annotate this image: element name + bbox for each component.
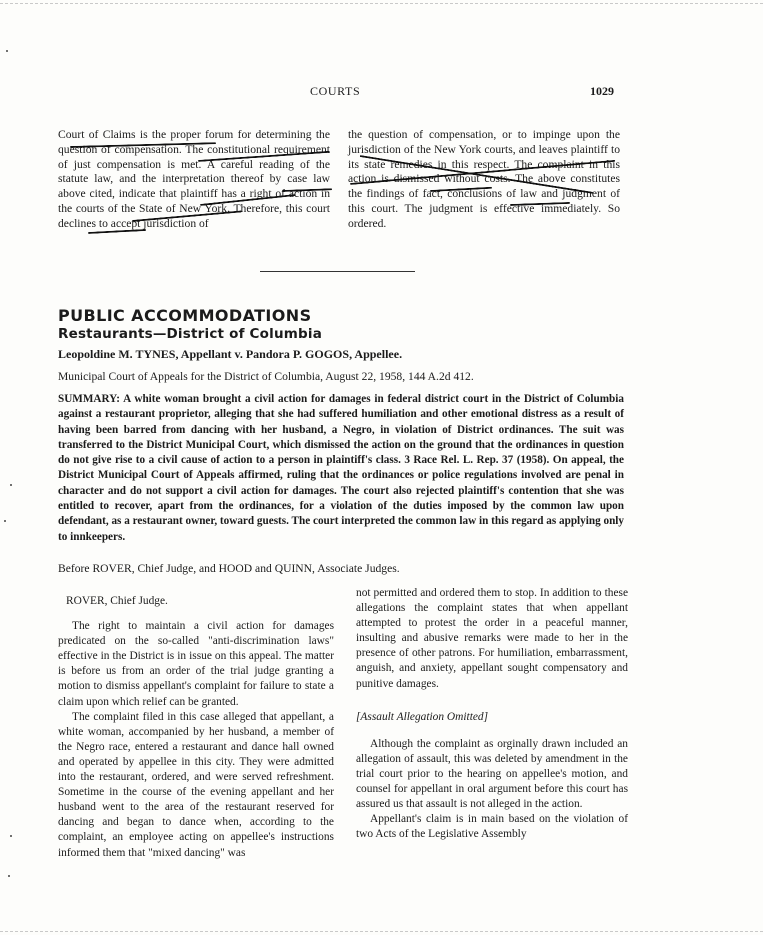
opinion-left-column — [58, 594, 334, 861]
section-title: PUBLIC ACCOMMODATIONS — [58, 306, 312, 325]
scan-speck — [10, 484, 12, 486]
section-subtitle: Restaurants—District of Columbia — [58, 326, 323, 342]
scan-speck — [6, 50, 8, 52]
bench-line: Before ROVER, Chief Judge, and HOOD and QUINN, Associate Judges. — [58, 562, 400, 575]
page-number: 1029 — [590, 84, 614, 98]
prior-opinion-left-text: Court of Claims is the proper forum for determining the question of compensation. The constitutional requirement of just compensation is met. A careful reading of the statute law, and the interpretation thereof by case law above cited, indicate that plaintiff has a right of action in the courts of the State of New York. Therefore, this court declines to accept jurisdiction of — [58, 128, 330, 230]
scan-speck — [4, 520, 6, 522]
omitted-note: [Assault Allegation Omitted] — [356, 710, 489, 723]
scan-speck — [10, 835, 12, 837]
section-divider — [260, 271, 415, 272]
opinion-paragraph: The right to maintain a civil action for damages predicated on the so-called "anti-discrimination laws" effective in the District is in issue on this appeal. The matter is before us from an order of the trial judge granting a motion to dismiss appellant's complaint for failure to state a claim upon which relief can be granted. — [58, 620, 334, 708]
case-summary: SUMMARY: A white woman brought a civil action for damages in federal district court in the District of Columbia against a restaurant proprietor, alleging that she had suffered humiliation and other emotional distress as a result of having been barred from dancing with her husband, a Negro, in violation of District ordinances. The suit was transferred to the District Municipal Court, which dismissed the action on the ground that the ordinances in question do not give rise to a civil cause of action to a person in plaintiff's class. 3 Race Rel. L. Rep. 37 (1958). On appeal, the District Municipal Court of Appeals affirmed, ruling that the ordinances or police regulations involved are penal in character and do not support a civil action for damages. The court also rejected plaintiff's contention that she was entitled to recover, apart from the ordinances, for a violation of the duties imposed by the common law upon defendant, as a restaurant owner, toward guests. The court interpreted the common law in this regard as applying only to innkeepers. — [58, 393, 624, 543]
opinion-paragraph: Although the complaint as orginally drawn included an allegation of assault, this was deleted by amendment in the trial court prior to the hearing on appellee's motion, and counsel for appellant in oral argument before this court has assured us that assault is not alleged in the action. — [356, 737, 628, 811]
opinion-continuation: not permitted and ordered them to stop. In addition to these allegations the complaint states that when appellant attempted to protest the order in a peaceful manner, insulting and abusive remarks were made to her in the presence of other patrons. For humiliation, embarrassment, anguish, and anxiety, appellant sought compensatory and punitive damages. — [356, 587, 628, 690]
opinion-right-column — [356, 586, 628, 842]
running-head — [0, 84, 763, 100]
page-top-edge — [0, 3, 763, 4]
prior-opinion-right-text: the question of compensation, or to impinge upon the jurisdiction of the New York courts, and leaves plaintiff to its state remedies in this respect. The complaint in this action is dismissed without costs. The above constitutes the findings of fact, conclusions of law and judgment of this court. The judgment is effective immediately. So ordered. — [348, 128, 620, 230]
opinion-paragraph: The complaint filed in this case alleged that appellant, a white woman, accompanied by her husband, a member of the Negro race, entered a restaurant and dance hall owned and operated by appellee in this city. They were admitted into the restaurant, ordered, and were served refreshment. Sometime in the course of the evening appellant and her husband went to the area of the restaurant reserved for dancing and began to dance when, according to the complaint, an employee acting on appellee's instructions informed them that "mixed dancing" was — [58, 710, 334, 859]
running-title: COURTS — [310, 84, 361, 98]
opinion-paragraph: Appellant's claim is in main based on the violation of two Acts of the Legislative Assembly — [356, 813, 628, 841]
page-bottom-edge — [0, 931, 763, 932]
scan-speck — [8, 875, 10, 877]
opinion-author: ROVER, Chief Judge. — [66, 595, 168, 607]
court-citation: Municipal Court of Appeals for the District of Columbia, August 22, 1958, 144 A.2d 412. — [58, 370, 474, 383]
case-parties: Leopoldine M. TYNES, Appellant v. Pandora P. GOGOS, Appellee. — [58, 347, 403, 361]
